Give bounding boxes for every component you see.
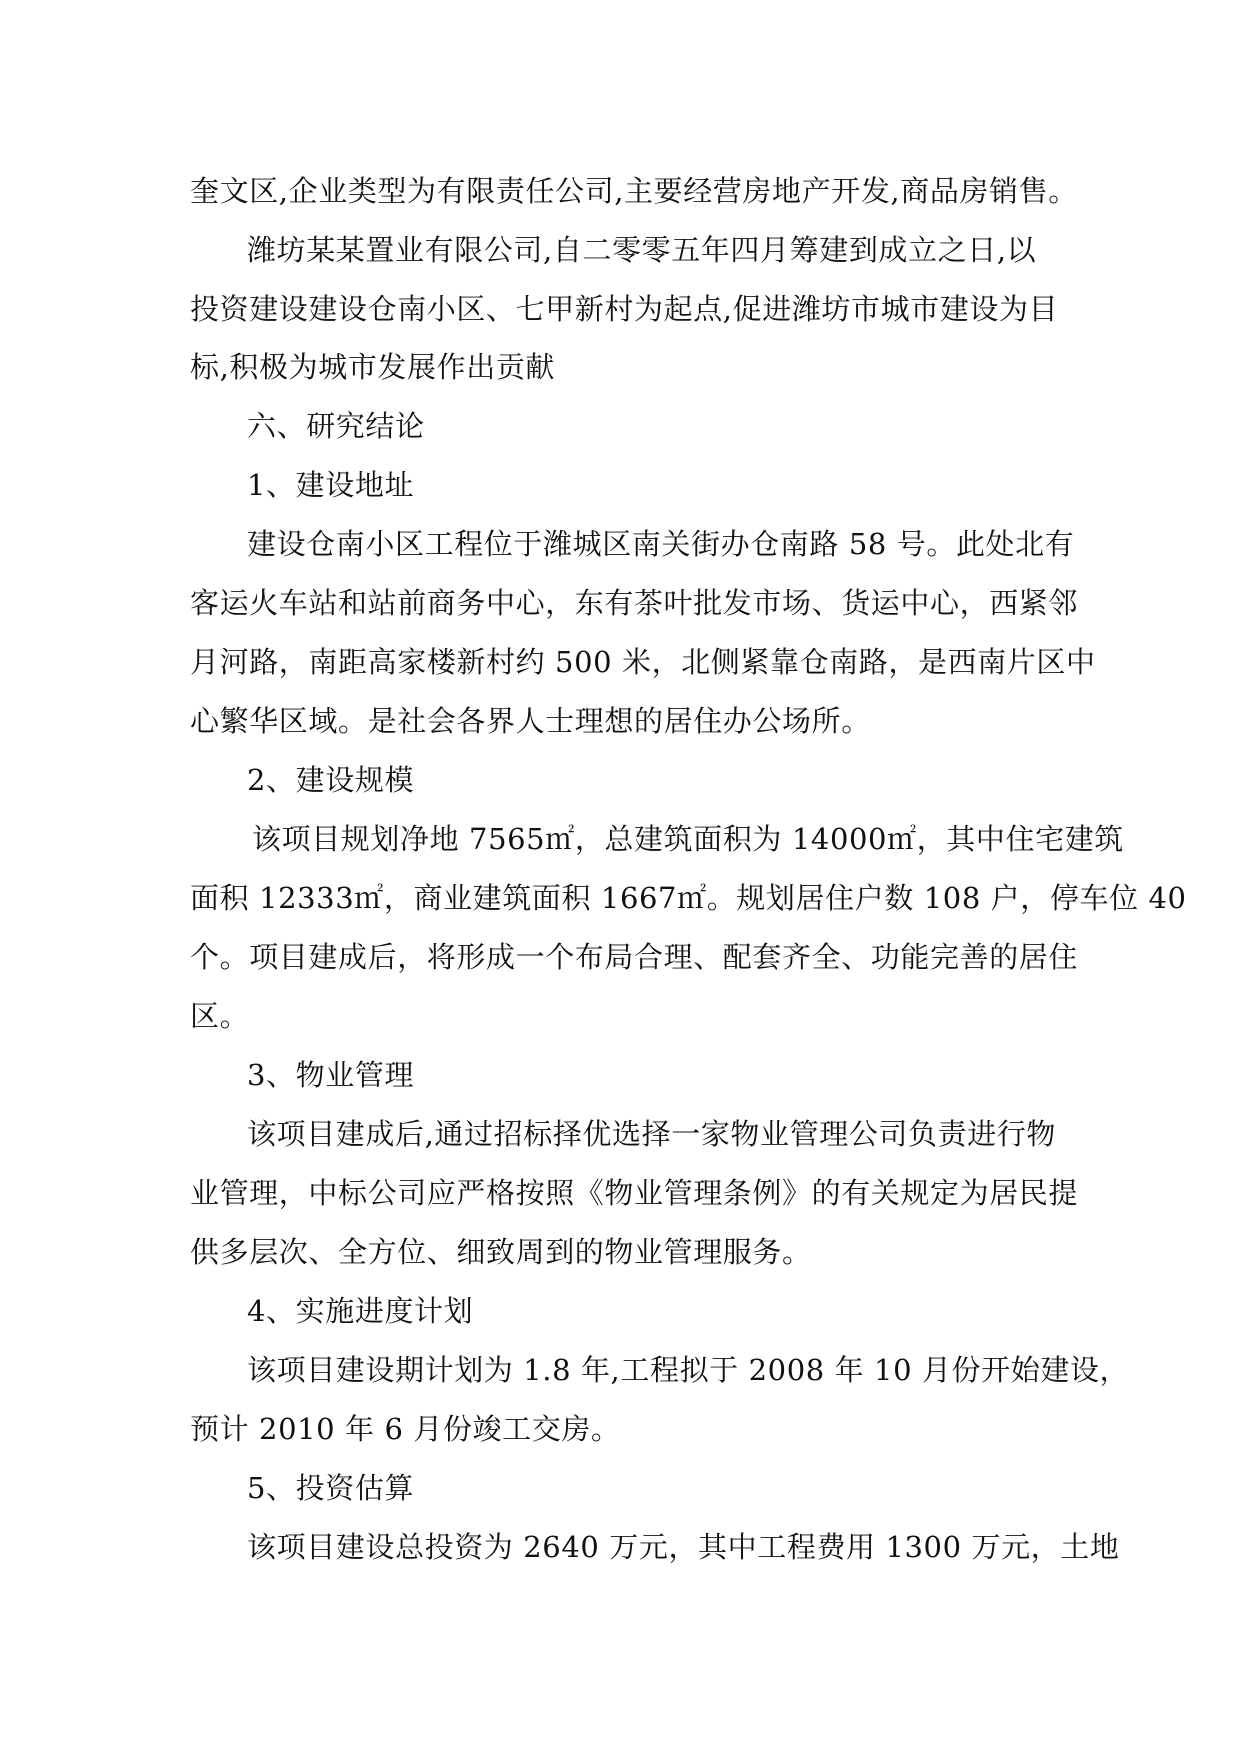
body-text-line: 奎文区,企业类型为有限责任公司,主要经营房地产开发,商品房销售。 (190, 174, 1078, 208)
body-text-line: 客运火车站和站前商务中心，东有茶叶批发市场、货运中心，西紧邻 (190, 586, 1079, 620)
body-text-line: 个。项目建成后，将形成一个布局合理、配套齐全、功能完善的居住 (190, 940, 1079, 974)
paragraph-first-line: 该项目建成后,通过招标择优选择一家物业管理公司负责进行物 (247, 1117, 1057, 1151)
body-text-line: 区。 (190, 999, 250, 1033)
subsection-heading: 2、建设规模 (247, 763, 415, 797)
paragraph-first-line: 潍坊某某置业有限公司,自二零零五年四月筹建到成立之日,以 (247, 233, 1037, 267)
body-text-line: 投资建设建设仓南小区、七甲新村为起点,促进潍坊市城市建设为目 (190, 292, 1059, 326)
paragraph-first-line: 建设仓南小区工程位于潍城区南关街办仓南路 58 号。此处北有 (247, 527, 1075, 561)
body-text-line: 供多层次、全方位、细致周到的物业管理服务。 (190, 1235, 812, 1269)
section-heading: 六、研究结论 (247, 409, 425, 443)
subsection-heading: 5、投资估算 (247, 1471, 415, 1505)
body-text-line: 标,积极为城市发展作出贡献 (190, 350, 556, 384)
body-text-line: 月河路，南距高家楼新村约 500 米，北侧紧靠仓南路，是西南片区中 (190, 645, 1096, 679)
paragraph-first-line: 该项目规划净地 7565㎡，总建筑面积为 14000㎡，其中住宅建筑 (252, 822, 1124, 856)
body-text-line: 心繁华区域。是社会各界人士理想的居住办公场所。 (190, 704, 871, 738)
paragraph-first-line: 该项目建设期计划为 1.8 年,工程拟于 2008 年 10 月份开始建设， (247, 1353, 1130, 1387)
paragraph-first-line: 该项目建设总投资为 2640 万元，其中工程费用 1300 万元，土地 (247, 1530, 1120, 1564)
subsection-heading: 1、建设地址 (247, 468, 415, 502)
body-text-line: 业管理，中标公司应严格按照《物业管理条例》的有关规定为居民提 (190, 1176, 1079, 1210)
body-text-line: 预计 2010 年 6 月份竣工交房。 (190, 1412, 621, 1446)
subsection-heading: 3、物业管理 (247, 1058, 415, 1092)
body-text-line: 面积 12333㎡，商业建筑面积 1667㎡。规划居住户数 108 户，停车位 40 (190, 881, 1187, 915)
subsection-heading: 4、实施进度计划 (247, 1294, 474, 1328)
